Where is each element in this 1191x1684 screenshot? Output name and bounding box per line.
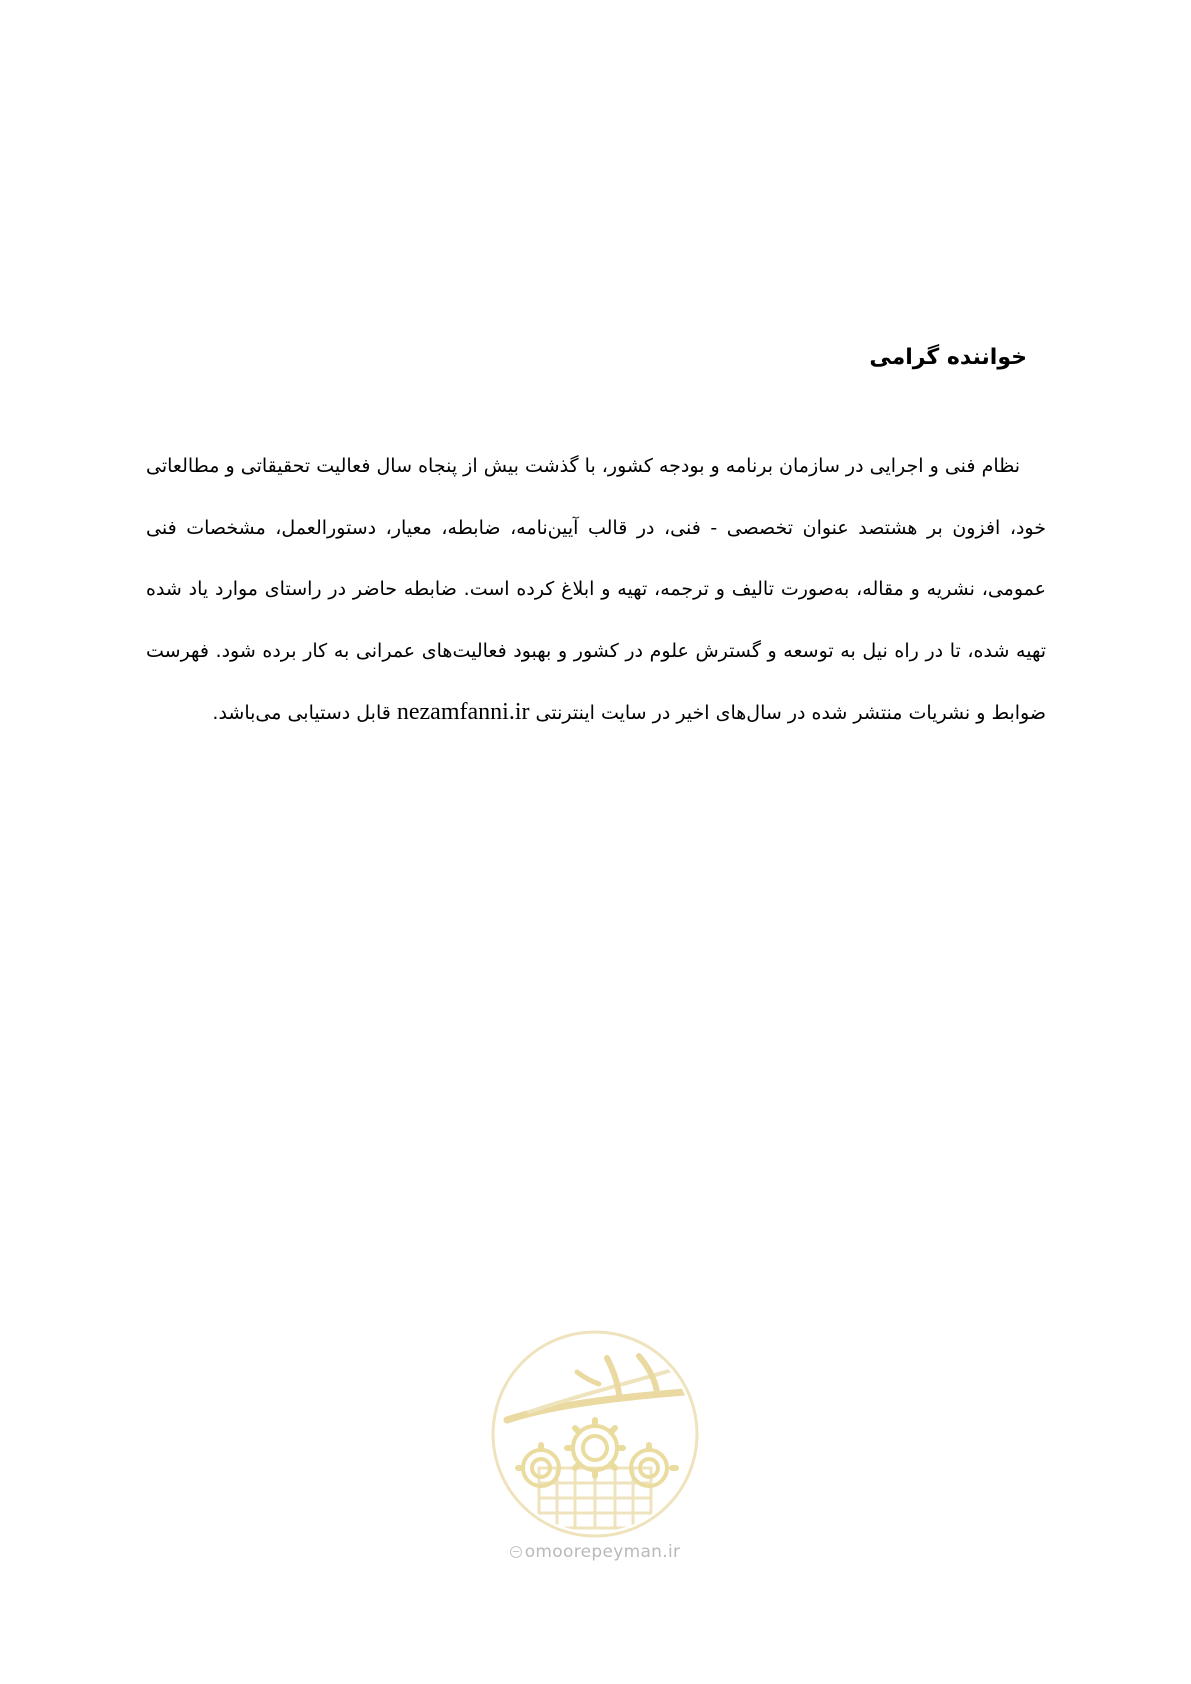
website-text: nezamfanni.ir bbox=[396, 699, 530, 725]
watermark-url-text: omoorepeyman.ir bbox=[524, 1542, 681, 1562]
watermark-seal bbox=[489, 1328, 701, 1578]
document-heading: خواننده گرامی bbox=[869, 345, 1027, 370]
paragraph-main-text: نظام فنی و اجرایی در سازمان برنامه و بودجه کشور، با گذشت بیش از پنجاه سال فعالیت تحقیقاتی و مطالعاتی خود، افزون بر هشتصد عنوان تخصصی - فنی، در قالب آیین‌نامه، ضابطه، معیار، دستورالعمل، مشخصات فنی عمومی، نشریه و مقاله، به‌صورت تالیف و ترجمه، تهیه و ابلاغ کرده است. ضابطه حاضر در راستای موارد یاد شده تهیه شده، تا در راه نیل به توسعه و گسترش علوم در کشور و بهبود فعالیت‌های عمرانی به کار برده شود. فهرست ضوابط و نشریات منتشر شده در سال‌های اخیر در سایت اینترنتی bbox=[146, 455, 1046, 724]
seal-logo-icon bbox=[489, 1328, 701, 1540]
document-paragraph bbox=[146, 436, 1046, 745]
paragraph-end-text: قابل دستیابی می‌باشد. bbox=[212, 702, 391, 724]
globe-icon bbox=[510, 1546, 522, 1558]
watermark-url bbox=[489, 1542, 701, 1562]
